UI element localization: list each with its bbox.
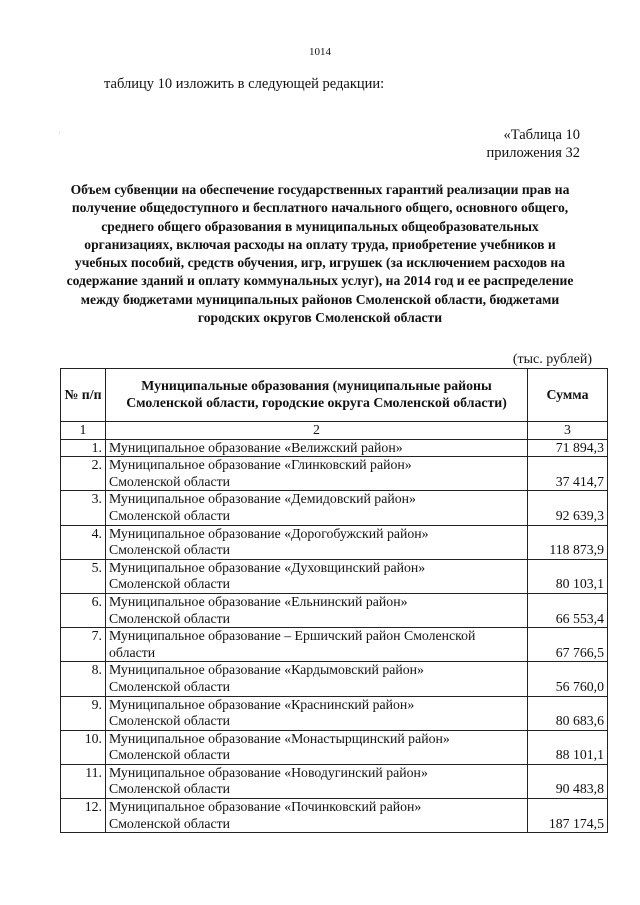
row-number: 1.: [61, 439, 106, 457]
table-header-row: [61, 369, 608, 422]
row-number: 9.: [61, 696, 106, 730]
units-label: (тыс. рублей): [512, 352, 592, 367]
row-number: 8.: [61, 662, 106, 696]
municipality-region: Смоленской области: [109, 507, 231, 523]
municipality-cell: [106, 764, 528, 798]
intro-text: таблицу 10 изложить в следующей редакции:: [104, 76, 385, 92]
row-number: 7.: [61, 628, 106, 662]
table-row: [61, 730, 608, 764]
municipality-cell: [106, 662, 528, 696]
sum-cell: 71 894,3: [528, 439, 608, 457]
row-number: 11.: [61, 764, 106, 798]
municipality-name: Муниципальное образование «Демидовский район»: [109, 491, 416, 507]
table-row: [61, 559, 608, 593]
sum-cell: 88 101,1: [528, 730, 608, 764]
row-number: 12.: [61, 799, 106, 833]
numbering-col-2: 2: [106, 422, 528, 440]
sum-cell: 118 873,9: [528, 525, 608, 559]
header-sum: Сумма: [528, 369, 608, 422]
municipality-region: Смоленской области: [109, 610, 231, 626]
table-row: [61, 593, 608, 627]
row-number: 2.: [61, 457, 106, 491]
row-number: 3.: [61, 491, 106, 525]
subvention-table: [60, 368, 608, 833]
municipality-cell: [106, 730, 528, 764]
municipality-region: Смоленской области: [109, 747, 231, 763]
sum-cell: 80 683,6: [528, 696, 608, 730]
sum-cell: 37 414,7: [528, 457, 608, 491]
numbering-col-3: 3: [528, 422, 608, 440]
row-number: 5.: [61, 559, 106, 593]
municipality-name: Муниципальное образование «Краснинский район»: [109, 696, 415, 712]
row-number: 4.: [61, 525, 106, 559]
sum-cell: 80 103,1: [528, 559, 608, 593]
municipality-cell: [106, 439, 528, 457]
table-caption: [487, 126, 580, 162]
table-row: [61, 525, 608, 559]
municipality-cell: [106, 593, 528, 627]
table-row: [61, 799, 608, 833]
municipality-cell: [106, 525, 528, 559]
municipality-cell: [106, 696, 528, 730]
page-number: 1014: [309, 46, 331, 58]
municipality-name: Муниципальное образование «Глинковский район»: [109, 457, 412, 473]
municipality-name: Муниципальное образование «Дорогобужский район»: [109, 525, 429, 541]
sum-cell: 92 639,3: [528, 491, 608, 525]
sum-cell: 67 766,5: [528, 628, 608, 662]
header-municipality: Муниципальные образования (муниципальные районы Смоленской области, городские округа Смоленской области): [106, 369, 528, 422]
table-row: [61, 439, 608, 457]
table-row: [61, 628, 608, 662]
municipality-cell: [106, 491, 528, 525]
municipality-name: Муниципальное образование «Монастырщинский район»: [109, 730, 450, 746]
sum-cell: 187 174,5: [528, 799, 608, 833]
municipality-region: Смоленской области: [109, 713, 231, 729]
municipality-region: Смоленской области: [109, 542, 231, 558]
municipality-cell: [106, 559, 528, 593]
table-row: [61, 696, 608, 730]
municipality-cell: [106, 457, 528, 491]
municipality-name: Муниципальное образование «Новодугинский район»: [109, 764, 428, 780]
municipality-name: Муниципальное образование «Велижский район»: [109, 439, 403, 455]
row-number: 6.: [61, 593, 106, 627]
sum-cell: 56 760,0: [528, 662, 608, 696]
table-row: [61, 457, 608, 491]
numbering-col-1: 1: [61, 422, 106, 440]
municipality-cell: [106, 799, 528, 833]
municipality-name: Муниципальное образование «Починковский район»: [109, 799, 422, 815]
municipality-region: Смоленской области: [109, 781, 231, 797]
municipality-cell: [106, 628, 528, 662]
municipality-region: области: [109, 644, 156, 660]
table-row: [61, 662, 608, 696]
municipality-region: Смоленской области: [109, 473, 231, 489]
header-number: № п/п: [61, 369, 106, 422]
municipality-name: Муниципальное образование «Ельнинский район»: [109, 593, 408, 609]
document-heading: Объем субвенции на обеспечение государственных гарантий реализации прав на получение общедоступного и бесплатного начального общего, основного общего, среднего общего образования в муниципальных общеобразовательных организациях, включая расходы на оплату труда, приобретение учебников и учебных пособий, средств обучения, игр, игрушек (за исключением расходов на содержание зданий и оплату коммунальных услуг), на 2014 год и ее распределение между бюджетами муниципальных районов Смоленской области, бюджетами городских округов Смоленской области: [66, 182, 574, 326]
municipality-region: Смоленской области: [109, 815, 231, 831]
table-row: [61, 764, 608, 798]
municipality-name: Муниципальное образование – Ершичский район Смоленской: [109, 628, 476, 644]
caption-line-2: приложения 32: [486, 145, 580, 161]
municipality-name: Муниципальное образование «Духовщинский район»: [109, 559, 426, 575]
sum-cell: 66 553,4: [528, 593, 608, 627]
municipality-region: Смоленской области: [109, 576, 231, 592]
row-number: 10.: [61, 730, 106, 764]
municipality-name: Муниципальное образование «Кардымовский район»: [109, 662, 424, 678]
table-numbering-row: [61, 422, 608, 440]
caption-line-1: «Таблица 10: [503, 127, 580, 143]
table-row: [61, 491, 608, 525]
municipality-region: Смоленской области: [109, 678, 231, 694]
sum-cell: 90 483,8: [528, 764, 608, 798]
scan-speck: ·: [58, 128, 61, 138]
